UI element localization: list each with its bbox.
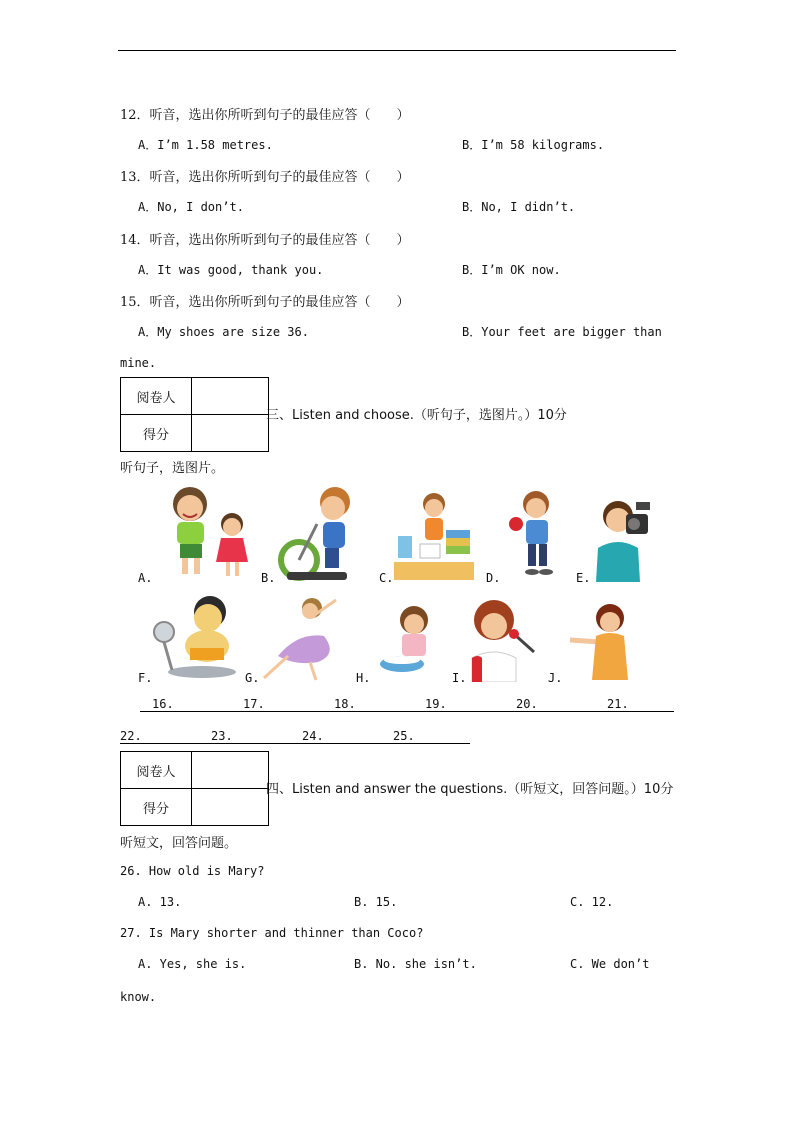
blank-22: 22. (120, 729, 142, 743)
picture-letter-f: F. (138, 671, 153, 685)
picture-letter-g: G. (245, 671, 260, 685)
question-12-option-a: A．I’m 1.58 metres. (138, 138, 273, 152)
two-children-icon (160, 482, 252, 580)
question-27-stem: 27. Is Mary shorter and thinner than Coco? (120, 926, 424, 940)
blank-23: 23. (211, 729, 233, 743)
answer-line-row2[interactable] (120, 743, 470, 744)
question-14-stem: 14．听音，选出你所听到句子的最佳应答（ ） (120, 233, 410, 248)
girl-washing-icon (378, 604, 434, 676)
score-cell[interactable] (192, 789, 269, 826)
answer-line-row1[interactable] (140, 711, 674, 712)
woman-pointing-icon (566, 602, 638, 682)
question-27-option-b: B. No. she isn’t. (354, 957, 477, 971)
section3-title: 三、Listen and choose.（听句子，选图片。）10分 (266, 408, 567, 423)
question-26-option-c: C. 12. (570, 895, 614, 909)
picture-letter-e: E. (576, 571, 591, 585)
blank-16: 16. (152, 697, 174, 711)
question-27-option-c: C. We don’t (570, 957, 650, 971)
grader-label: 阅卷人 (121, 752, 192, 789)
boy-exercise-bike-icon (277, 484, 361, 582)
man-camera-icon (594, 498, 658, 582)
question-15-option-b-wrap: mine. (120, 356, 157, 370)
blank-25: 25. (393, 729, 415, 743)
score-cell[interactable] (192, 415, 269, 452)
question-14-option-a: A．It was good, thank you. (138, 263, 324, 277)
question-13-option-a: A．No, I don’t. (138, 200, 244, 214)
picture-letter-b: B. (261, 571, 276, 585)
boy-ping-pong-icon (506, 490, 562, 580)
question-27-option-a: A. Yes, she is. (138, 957, 247, 971)
grader-cell[interactable] (192, 752, 269, 789)
section4-instruction: 听短文，回答问题。 (120, 836, 238, 851)
grader-cell[interactable] (192, 378, 269, 415)
picture-letter-c: C. (379, 571, 394, 585)
girl-dancing-icon (258, 596, 342, 682)
section3-grader-table (120, 377, 269, 452)
question-27-option-c-wrap: know. (120, 990, 157, 1004)
question-26-option-b: B. 15. (354, 895, 398, 909)
question-15-option-b: B．Your feet are bigger than (462, 325, 662, 339)
picture-letter-j: J. (548, 671, 563, 685)
picture-letter-i: I. (452, 671, 467, 685)
picture-letter-d: D. (486, 571, 501, 585)
picture-letter-h: H. (356, 671, 371, 685)
header-rule (118, 50, 676, 51)
question-14-option-b: B．I’m OK now. (462, 263, 561, 277)
section3-instruction: 听句子，选图片。 (120, 461, 225, 476)
boy-scale-icon (152, 594, 238, 680)
question-26-stem: 26. How old is Mary? (120, 864, 265, 878)
question-13-stem: 13．听音，选出你所听到句子的最佳应答（ ） (120, 170, 410, 185)
blank-19: 19. (425, 697, 447, 711)
blank-24: 24. (302, 729, 324, 743)
score-label: 得分 (121, 415, 192, 452)
question-26-option-a: A. 13. (138, 895, 182, 909)
score-label: 得分 (121, 789, 192, 826)
section4-title: 四、Listen and answer the questions.（听短文，回答问题。）10分 (266, 782, 674, 797)
picture-letter-a: A. (138, 571, 153, 585)
blank-17: 17. (243, 697, 265, 711)
question-15-option-a: A．My shoes are size 36. (138, 325, 309, 339)
blank-18: 18. (334, 697, 356, 711)
boy-reading-books-icon (394, 490, 476, 582)
question-12-stem: 12．听音，选出你所听到句子的最佳应答（ ） (120, 108, 410, 123)
question-13-option-b: B．No, I didn’t. (462, 200, 576, 214)
blank-21: 21. (607, 697, 629, 711)
question-15-stem: 15．听音，选出你所听到句子的最佳应答（ ） (120, 295, 410, 310)
woman-singing-icon (466, 598, 540, 682)
question-12-option-b: B．I’m 58 kilograms. (462, 138, 605, 152)
grader-label: 阅卷人 (121, 378, 192, 415)
section4-grader-table (120, 751, 269, 826)
blank-20: 20. (516, 697, 538, 711)
